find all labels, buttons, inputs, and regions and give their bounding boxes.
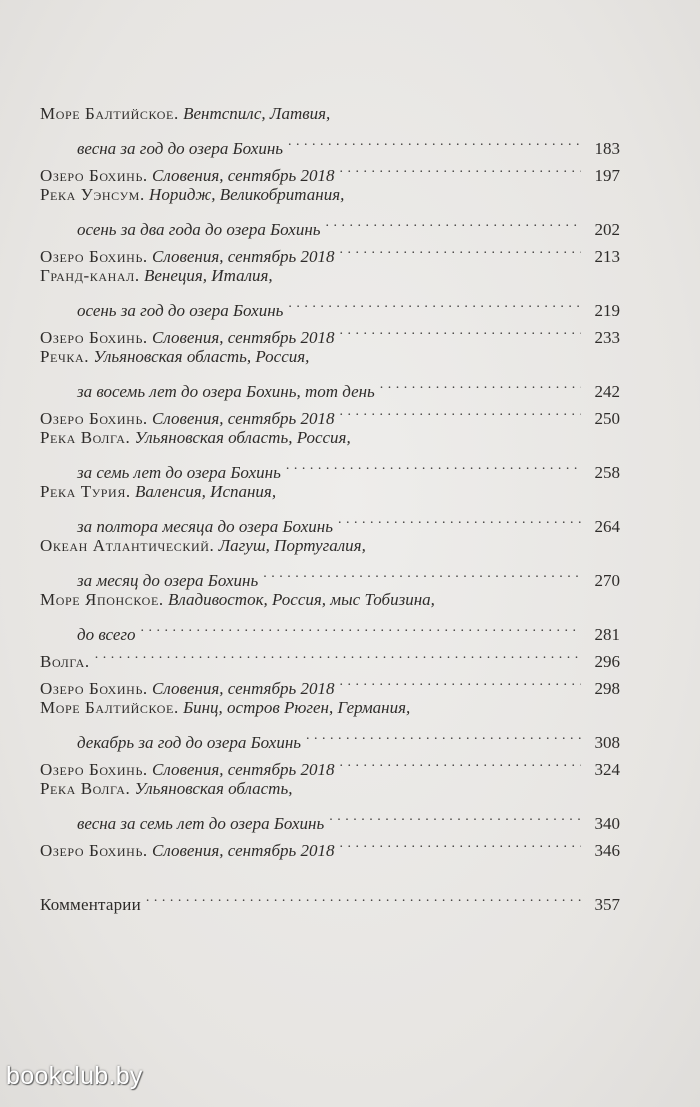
toc-entry-continuation — [40, 451, 620, 482]
toc-page-number: 258 — [594, 463, 620, 482]
toc-entry-title — [40, 532, 366, 559]
toc-page-number: 340 — [594, 814, 620, 833]
toc-page-number: 264 — [594, 517, 620, 536]
toc-entry-title — [40, 181, 344, 208]
toc-place-name: Гранд-канал. — [40, 266, 140, 285]
toc-entry-continuation — [40, 802, 620, 833]
toc-place-detail: весна за семь лет до озера Бохинь — [77, 814, 325, 833]
toc-entry-continuation — [40, 208, 620, 239]
toc-entry-comments — [40, 883, 620, 914]
toc-entry — [40, 424, 620, 451]
dot-leader — [338, 505, 581, 532]
toc-entry-continuation — [40, 127, 620, 158]
toc-place-detail: Валенсия, Испания, — [135, 482, 277, 501]
dot-leader — [286, 451, 581, 478]
toc-place-detail: до всего — [77, 625, 136, 644]
dot-leader — [340, 154, 582, 181]
toc-place-detail: Словения, сентябрь 2018 — [152, 841, 335, 860]
toc-page-number: 308 — [594, 733, 620, 752]
dot-leader — [263, 559, 581, 586]
toc-place-detail: за восемь лет до озера Бохинь, тот день — [77, 382, 375, 401]
toc-page-number: 298 — [594, 679, 620, 698]
toc-entry-title — [40, 837, 335, 864]
toc-place-name: Волга. — [40, 652, 90, 671]
toc-entry-title — [40, 810, 324, 837]
toc-place-detail: Словения, сентябрь 2018 — [152, 247, 335, 266]
toc-page-number: 270 — [594, 571, 620, 590]
toc-entry — [40, 640, 620, 671]
toc-place-detail: Норидж, Великобритания, — [149, 185, 345, 204]
toc-entry-title — [40, 729, 301, 756]
toc-place-detail: Лагуш, Португалия, — [218, 536, 366, 555]
dot-leader — [340, 316, 582, 343]
dot-leader — [340, 397, 582, 424]
toc-place-detail: за месяц до озера Бохинь — [77, 571, 259, 590]
toc-place-name: Озеро Бохинь. — [40, 409, 148, 428]
toc-place-name: Море Балтийское. — [40, 698, 179, 717]
toc-entry-continuation — [40, 370, 620, 401]
toc-place-name: Озеро Бохинь. — [40, 247, 148, 266]
dot-leader — [326, 208, 582, 235]
toc-entry — [40, 532, 620, 559]
dot-leader — [380, 370, 581, 397]
toc-place-detail: декабрь за год до озера Бохинь — [77, 733, 302, 752]
toc-page-number: 213 — [594, 247, 620, 266]
toc-place-detail: осень за год до озера Бохинь — [77, 301, 284, 320]
toc-place-name: Озеро Бохинь. — [40, 328, 148, 347]
toc-place-name: Море Балтийское. — [40, 104, 179, 123]
toc-page-number: 346 — [594, 841, 620, 860]
toc-entry — [40, 694, 620, 721]
toc-page-number: 250 — [594, 409, 620, 428]
toc-entry-title — [40, 262, 273, 289]
toc-entry-title — [40, 216, 321, 243]
toc-entry-title — [40, 648, 90, 675]
toc-place-detail: Словения, сентябрь 2018 — [152, 409, 335, 428]
toc-page-number: 324 — [594, 760, 620, 779]
toc-place-name: Озеро Бохинь. — [40, 166, 148, 185]
dot-leader — [340, 667, 582, 694]
toc-entry-continuation — [40, 721, 620, 752]
toc-entry — [40, 667, 620, 698]
dot-leader — [340, 829, 582, 856]
toc-page-number: 183 — [594, 139, 620, 158]
dot-leader — [340, 748, 582, 775]
toc-entry-continuation — [40, 505, 620, 536]
toc-place-detail: Словения, сентябрь 2018 — [152, 760, 335, 779]
toc-page-number: 242 — [594, 382, 620, 401]
toc-place-detail: Венеция, Италия, — [144, 266, 273, 285]
toc-place-name: Река Турия. — [40, 482, 131, 501]
toc-entry-title — [40, 694, 410, 721]
toc-page-number: 202 — [594, 220, 620, 239]
toc-place-detail: за полтора месяца до озера Бохинь — [77, 517, 333, 536]
dot-leader — [146, 883, 581, 910]
toc-entry-continuation — [40, 613, 620, 644]
toc-entry-continuation — [40, 559, 620, 590]
toc-entry — [40, 100, 620, 127]
toc-place-detail: Ульяновская область, — [134, 779, 293, 798]
toc-entry-title — [40, 297, 283, 324]
toc-entry-title — [40, 378, 375, 405]
toc-page-number: 219 — [594, 301, 620, 320]
toc-entry — [40, 478, 620, 505]
toc-entry-title — [40, 100, 330, 127]
toc-place-name: Река Волга. — [40, 428, 131, 447]
toc-place-name: Озеро Бохинь. — [40, 841, 148, 860]
toc-place-detail: Ульяновская область, Россия, — [93, 347, 310, 366]
toc-place-name: Озеро Бохинь. — [40, 760, 148, 779]
dot-leader — [141, 613, 581, 640]
toc-page-number: 233 — [594, 328, 620, 347]
dot-leader — [306, 721, 581, 748]
toc-entry-title — [40, 586, 435, 613]
toc-place-detail: Бинц, остров Рюген, Германия, — [183, 698, 411, 717]
toc-entry — [40, 181, 620, 208]
toc-entry — [40, 586, 620, 613]
toc-page-number: 281 — [594, 625, 620, 644]
dot-leader — [288, 127, 581, 154]
toc-place-detail: весна за год до озера Бохинь — [77, 139, 284, 158]
toc-place-detail: Словения, сентябрь 2018 — [152, 166, 335, 185]
toc-place-detail: осень за два года до озера Бохинь — [77, 220, 321, 239]
toc-place-name: Море Японское. — [40, 590, 164, 609]
toc-entry-title — [40, 478, 276, 505]
toc-place-detail: Владивосток, Россия, мыс Тобизина, — [167, 590, 435, 609]
toc-place-name: Река Уэнсум. — [40, 185, 145, 204]
table-of-contents — [40, 100, 620, 914]
toc-place-detail: за семь лет до озера Бохинь — [77, 463, 281, 482]
toc-place-name: Озеро Бохинь. — [40, 679, 148, 698]
toc-place-name: Река Волга. — [40, 779, 131, 798]
toc-entry-title — [40, 343, 309, 370]
toc-place-detail: Вентспилс, Латвия, — [183, 104, 331, 123]
dot-leader — [340, 235, 582, 262]
watermark: bookclub.by — [6, 1062, 143, 1090]
toc-entry-title — [40, 424, 351, 451]
toc-page-number: 296 — [594, 652, 620, 671]
toc-page-number: 197 — [594, 166, 620, 185]
toc-entry-continuation — [40, 289, 620, 320]
toc-place-detail: Ульяновская область, Россия, — [134, 428, 351, 447]
toc-entry-title — [40, 135, 283, 162]
toc-page-number: 357 — [594, 895, 620, 914]
dot-leader — [95, 640, 581, 667]
toc-comments-label: Комментарии — [40, 895, 141, 914]
toc-place-detail: Словения, сентябрь 2018 — [152, 679, 335, 698]
toc-entry-title — [40, 775, 292, 802]
dot-leader — [329, 802, 581, 829]
dot-leader — [288, 289, 581, 316]
toc-place-name: Речка. — [40, 347, 90, 366]
toc-place-name: Океан Атлантический. — [40, 536, 215, 555]
toc-place-detail: Словения, сентябрь 2018 — [152, 328, 335, 347]
